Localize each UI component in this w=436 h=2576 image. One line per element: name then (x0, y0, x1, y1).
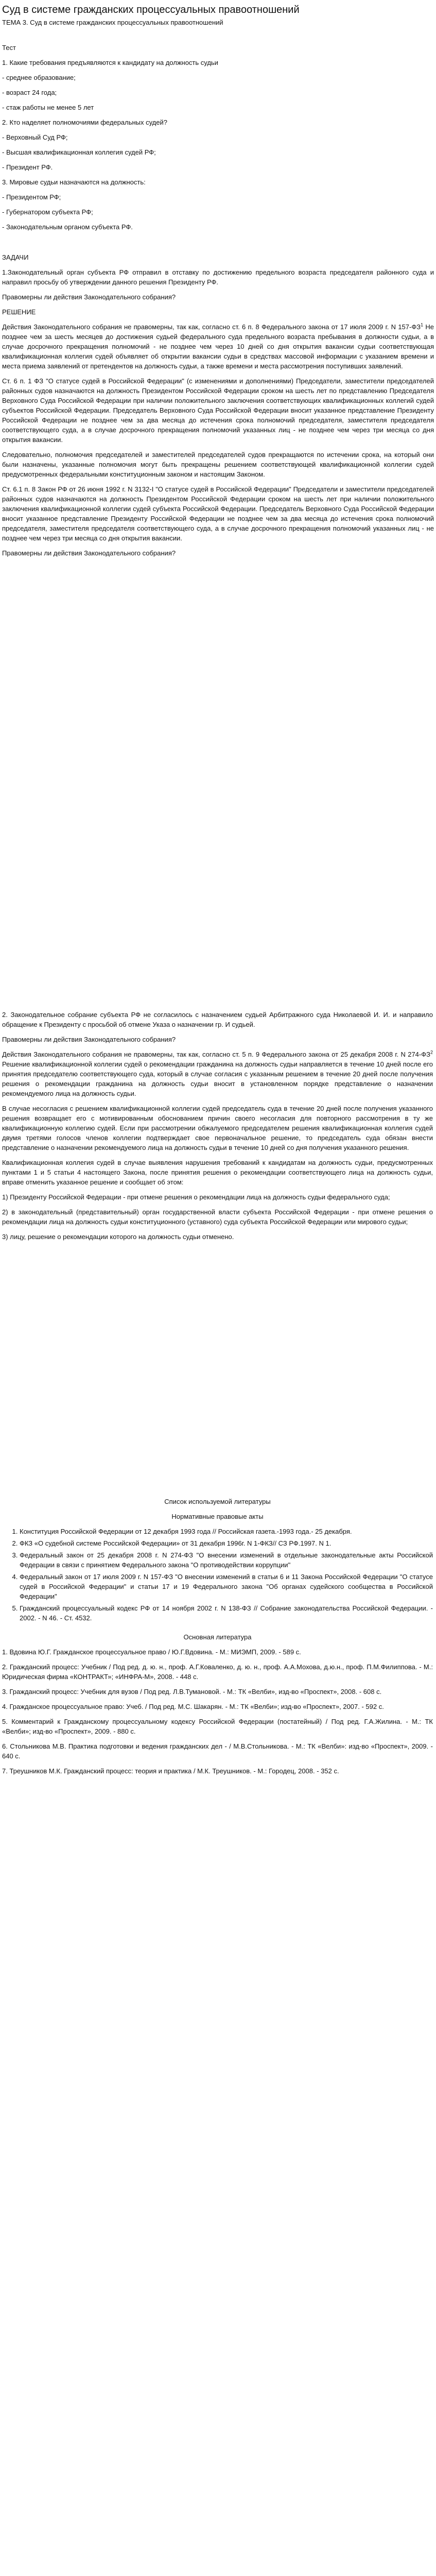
solution-1-paragraph-4: Ст. 6.1 п. 8 Закон РФ от 26 июня 1992 г. N 3132-I "О статусе судей в Российской Федерации" Председатели и заместители председателей районных судов назначаются на должность Президентом Российской Федерации сроком на шесть лет при наличии положительного заключения квалификационной коллегии судей субъекта Российской Федерации. Председатель Верховного Суда Российской Федерации вносит указанное представление Президенту Российской Федерации не позднее чем за два месяца до истечения срока полномочий председателя, заместителя председателя соответствующего суда, а в случае досрочного прекращения полномочий указанных лиц - не позднее чем через три месяца со дня открытия вакансии. (2, 485, 434, 542)
solution-1-text-cont: Не позднее чем за шесть месяцев до достижения судьей федерального суда предельного возраста пребывания в должности судьи, а в случае досрочного прекращения полномочий - не позднее чем через 10 дней со дня открытия вакансии судьи соответствующая квалификационная коллегия судей объявляет об открытии вакансии судьи в средствах массовой информации с указанием времени и места приема заявлений от претендентов на должность судьи, а также времени и места рассмотрения поступивших заявлений. (2, 323, 434, 370)
question-2-option: - Президент РФ. (2, 163, 53, 171)
task-2-text: 2. Законодательное собрание субъекта РФ не согласилось с назначением судьей Арбитражного суда Николаевой И. И. и направило обращение к Президенту с просьбой об отмене Указа о назначении гр. И судьей. (2, 1011, 433, 1028)
literature-item: 6. Стольникова М.В. Практика подготовки и ведения гражданских дел - / М.В.Стольникова. - М.: ТК «Велби»: изд-во «Проспект», 2009. - 640 с. (2, 1742, 433, 1760)
literature-item: 5. Комментарий к Гражданскому процессуальному кодексу Российской Федерации (постатейный) / Под ред. Г.А.Жилина. - М.: ТК «Велби»; изд-во «Проспект», 2009. - 880 с. (2, 1718, 433, 1735)
solution-1-paragraph (2, 322, 434, 371)
literature-item: 1. Вдовина Ю.Г. Гражданское процессуальное право / Ю.Г.Вдовина. - М.: МИЭМП, 2009. - 589 с. (2, 1648, 301, 1656)
topic-heading: ТЕМА 3. Суд в системе гражданских процессуальных правоотношений (2, 19, 223, 26)
main-literature-heading: Основная литература (183, 1633, 252, 1641)
normative-item: 3. Федеральный закон от 25 декабря 2008 г. N 274-ФЗ "О внесении изменений в отдельные законодательные акты Российской Федерации в связи с принятием Федерального закона "О противодействии коррупции" (20, 1550, 433, 1570)
normative-item: 2. ФКЗ «О судебной системе Российской Федерации» от 31 декабря 1996г. N 1-ФКЗ// СЗ РФ.1997. N 1. (20, 1538, 433, 1548)
question-2-option: - Верховный Суд РФ; (2, 133, 68, 141)
solution-2-paragraph-3: Квалификационная коллегия судей в случае выявления нарушения требований к кандидатам на должность судьи, предусмотренных пунктами 1 и 5 статьи 4 настоящего Закона, после принятия решения о рекомендации соответствующего лица на должность судьи, вправе отменить указанное решение и сообщает об этом: (2, 1159, 433, 1186)
solution-2-list-item: 1) Президенту Российской Федерации - при отмене решения о рекомендации лица на должность судьи федерального суда; (2, 1193, 390, 1201)
normative-item: 1. Конституция Российской Федерации от 12 декабря 1993 года // Российская газета.-1993 года.- 25 декабря. (20, 1527, 433, 1536)
question-3-option: - Законодательным органом субъекта РФ. (2, 223, 133, 231)
solution-2-text: Действия Законодательного собрания не правомерны, так как, согласно ст. 5 п. 9 Федерального закона от 25 декабря 2008 г. N 274-ФЗ (2, 1050, 430, 1058)
literature-item: 4. Гражданское процессуальное право: Учеб. / Под ред. М.С. Шакарян. - М.: ТК «Велби»; изд-во «Проспект», 2007. - 592 с. (2, 1703, 384, 1710)
normative-item: 5. Гражданский процессуальный кодекс РФ от 14 ноября 2002 г. N 138-ФЗ // Собрание законодательства Российской Федерации. - 2002. - N 46. - Ст. 4532. (20, 1603, 433, 1623)
solution-1-question: Правомерны ли действия Законодательного собрания? (2, 549, 176, 557)
question-1-option: - возраст 24 года; (2, 89, 57, 96)
solution-heading: РЕШЕНИЕ (2, 308, 36, 316)
footnote-ref-1[interactable]: 1 (421, 322, 424, 328)
references-section (2, 1497, 433, 1781)
literature-item: 3. Гражданский процесс: Учебник для вузов / Под ред. Л.В.Тумановой. - М.: ТК «Велби», изд-во «Проспект», 2008. - 608 с. (2, 1688, 382, 1696)
question-3-option: - Президентом РФ; (2, 193, 61, 201)
literature-item: 7. Треушников М.К. Гражданский процесс: теория и практика / М.К. Треушников. - М.: Городец, 2008. - 352 с. (2, 1767, 339, 1775)
question-2-option: - Высшая квалификационная коллегия судей РФ; (2, 148, 156, 156)
test-heading: Тест (2, 44, 16, 52)
question-3-option: - Губернатором субъекта РФ; (2, 208, 93, 216)
references-heading: Список используемой литературы (164, 1498, 271, 1505)
solution-2-paragraph-2: В случае несогласия с решением квалификационной коллегии судей председатель суда в течение 20 дней после получения указанного решения возвращает его с мотивированным обоснованием причин своего несогласия для повторного рассмотрения в ту же квалификационную коллегию судей. Если при рассмотрении обжалуемого председателем решения квалификационная коллегия судей двумя третями голосов членов коллегии подтверждает свое первоначальное решение, то председатель суда обязан внести представление о назначении рекомендуемого лица на должность судьи в течение 10 дней со дня получения указанного решения. (2, 1105, 433, 1151)
normative-heading: Нормативные правовые акты (171, 1513, 264, 1520)
question-3: 3. Мировые судьи назначаются на должность: (2, 178, 146, 186)
task-1-text: 1.Законодательный орган субъекта РФ отправил в отставку по достижению предельного возраста председателя районного суда и направил просьбу об утверждении данного решения Президенту РФ. (2, 268, 434, 286)
literature-item: 2. Гражданский процесс: Учебник / Под ред. д. ю. н., проф. А.Г.Коваленко, д. ю. н., проф. А.А.Мохова, д.ю.н., проф. П.М.Филиппова. - М.: Юридическая фирма «КОНТРАКТ»; «ИНФРА-М», 2008. - 448 с. (2, 1663, 433, 1681)
question-1-option: - среднее образование; (2, 74, 76, 81)
footnote-ref-2[interactable]: 2 (430, 1049, 433, 1055)
solution-2-paragraph (2, 1049, 433, 1098)
question-1-option: - стаж работы не менее 5 лет (2, 104, 94, 111)
solution-1-paragraph-3: Следовательно, полномочия председателей и заместителей председателей судов прекращаются по истечении срока, на который они были назначены, указанные полномочия могут быть прекращены решением соответствующей квалификационной коллегии судей предусмотренных федеральными конституционным законом и настоящим Законом. (2, 451, 434, 478)
solution-2-list-item: 3) лицу, решение о рекомендации которого на должность судьи отменено. (2, 1233, 234, 1241)
solution-2-text-cont: Решение квалификационной коллегии судей о рекомендации гражданина на должность судьи направляется в течение 10 дней после его принятия председателю соответствующего суда, который в случае согласия с указанным решением в течение 20 дней после получения решения о рекомендации гражданина на должность судьи вносит в установленном порядке представление о назначении рекомендуемого лица на должность судьи. (2, 1060, 433, 1097)
question-1: 1. Какие требования предъявляются к кандидату на должность судьи (2, 59, 218, 66)
task-2-section (2, 1010, 433, 1247)
solution-2-list-item: 2) в законодательный (представительный) орган государственной власти субъекта Российской Федерации - при отмене решения о рекомендации лица на должность судьи конституционного (уставного) суда субъекта Российской Федерации или мирового судьи; (2, 1208, 433, 1226)
task-2-question: Правомерны ли действия Законодательного собрания? (2, 1036, 176, 1043)
tasks-heading: ЗАДАЧИ (2, 253, 29, 261)
solution-1-text: Действия Законодательного собрания не правомерны, так как, согласно ст. 6 п. 8 Федерального закона от 17 июля 2009 г. N 157-ФЗ (2, 323, 421, 331)
question-2: 2. Кто наделяет полномочиями федеральных судей? (2, 118, 167, 126)
normative-item: 4. Федеральный закон от 17 июля 2009 г. N 157-ФЗ "О внесении изменений в статьи 6 и 11 Закона Российской Федерации "О статусе судей в Российской Федерации" и статьи 17 и 19 Федерального закона "Об органах судейского сообщества в Российской Федерации" (20, 1572, 433, 1601)
normative-list (2, 1527, 433, 1623)
document-title: Суд в системе гражданских процессуальных правоотношений (2, 4, 300, 15)
solution-1-paragraph-2: Ст. 6 п. 1 ФЗ "О статусе судей в Российской Федерации" (с изменениями и дополнениями) Председатели, заместители председателей районных судов назначаются на должность Президентом Российской Федерации сроком на шесть лет по представлению Председателя Верховного Суда Российской Федерации при наличии положительного заключения соответствующих квалификационных коллегий судей субъектов Российской Федерации. Председатель Верховного Суда Российской Федерации вносит указанное представление Президенту Российской Федерации не позднее чем за два месяца до истечения срока полномочий председателя, заместителя председателя соответствующего суда, а в случае досрочного прекращения полномочий указанных лиц - не позднее чем через три месяца со дня открытия вакансии. (2, 377, 434, 444)
task-1-question: Правомерны ли действия Законодательного собрания? (2, 293, 176, 301)
